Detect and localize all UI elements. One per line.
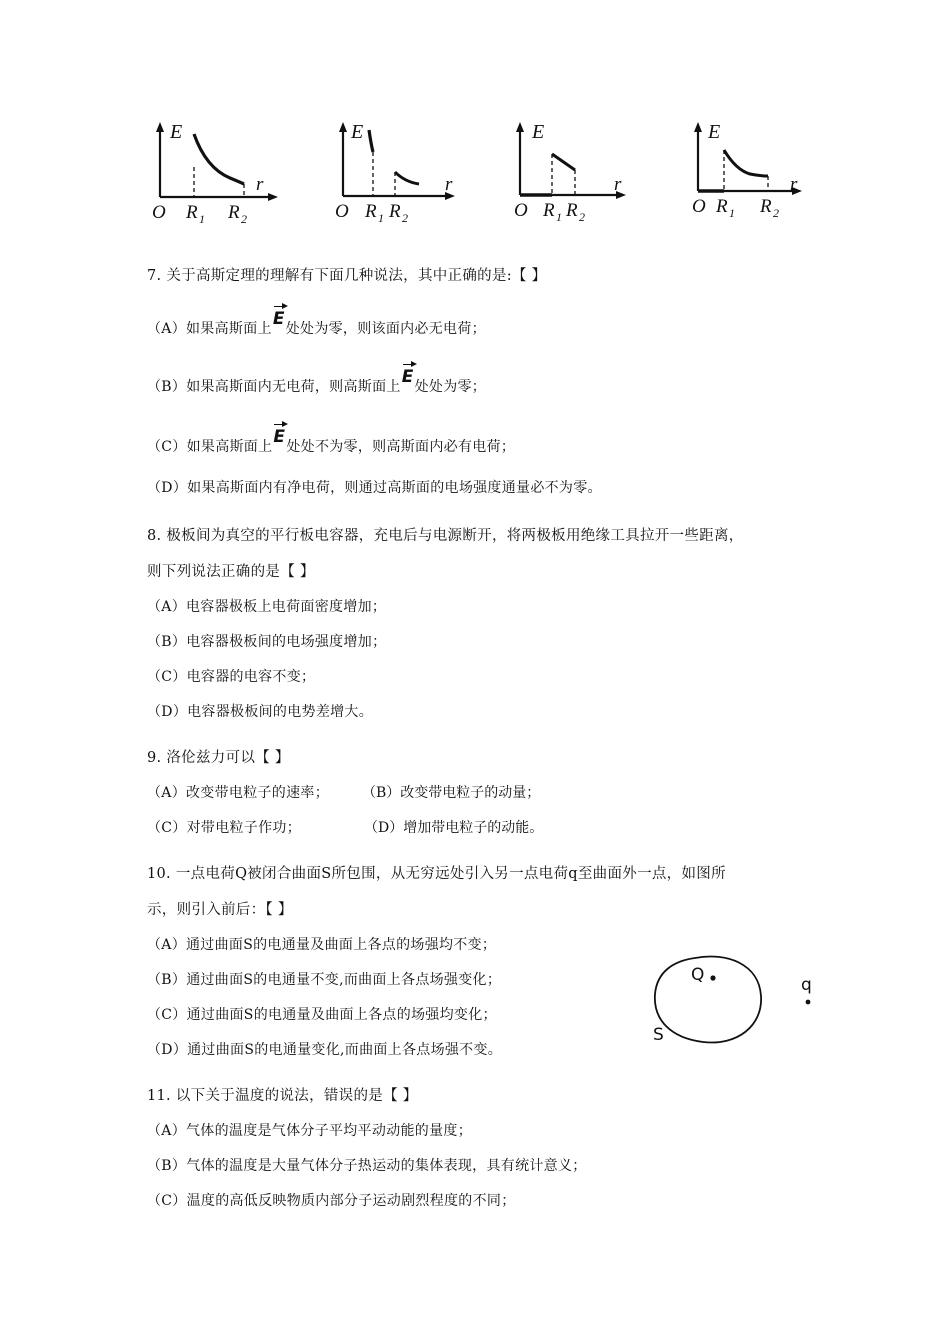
q7-option-c-post: 处处不为零，则高斯面内必有电荷； <box>286 439 516 455</box>
q7-option-d: （D）如果高斯面内有净电荷，则通过高斯面的电场强度通量必不为零。 <box>147 480 602 496</box>
axis-label-r: r <box>445 174 453 195</box>
r1-label: R <box>365 201 377 222</box>
closed-surface-s <box>655 957 761 1043</box>
q10-option-b: （B）通过曲面S的电通量不变,而曲面上各点场强变化； <box>147 972 502 988</box>
q11-stem: 11. 以下关于温度的说法，错误的是【 】 <box>147 1088 418 1104</box>
charge-q-inner-label: Q <box>691 965 705 985</box>
q9-stem: 9. 洛伦兹力可以【 】 <box>147 750 290 766</box>
q10-option-c: （C）通过曲面S的电通量及曲面上各点的场强均变化； <box>147 1007 497 1023</box>
axis-label-r: r <box>256 174 264 195</box>
graph-b <box>333 112 493 230</box>
r1-label: R <box>716 196 728 217</box>
q11-option-c: （C）温度的高低反映物质内部分子运动剧烈程度的不同； <box>147 1193 516 1209</box>
r2-subscript: 2 <box>402 211 408 225</box>
q8-option-b: （B）电容器极板间的电场强度增加； <box>147 634 387 650</box>
graph-c <box>510 112 670 230</box>
q10-stem-line1: 10. 一点电荷Q被闭合曲面S所包围，从无穷远处引入另一点电荷q至曲面外一点，如图所 <box>147 866 726 882</box>
q8-option-a: （A）电容器极板上电荷面密度增加； <box>147 599 387 615</box>
surface-s-label: S <box>653 1025 664 1045</box>
r2-subscript: 2 <box>241 212 247 226</box>
r1-subscript: 1 <box>378 211 384 225</box>
r1-label: R <box>543 200 555 221</box>
axis-label-e: E <box>351 121 364 143</box>
r1-subscript: 1 <box>199 212 205 226</box>
q7-option-a <box>147 309 486 339</box>
q7-option-a-post: 处处为零，则该面内必无电荷； <box>285 321 486 337</box>
axis-label-e: E <box>170 121 183 143</box>
q8-stem-line2: 则下列说法正确的是【 】 <box>147 564 315 580</box>
r2-label: R <box>760 196 772 217</box>
q7-option-b <box>147 367 487 397</box>
q7-option-a-pre: （A）如果高斯面上 <box>147 321 272 337</box>
origin-label: O <box>514 200 528 221</box>
origin-label: O <box>692 196 706 217</box>
vector-e-symbol: E <box>401 367 414 387</box>
axis-label-e: E <box>708 121 721 143</box>
q7-option-c-pre: （C）如果高斯面上 <box>147 439 273 455</box>
r2-label: R <box>228 202 240 223</box>
r2-subscript: 2 <box>579 210 585 224</box>
axis-label-r: r <box>614 174 622 195</box>
charge-q-inner-dot <box>710 975 715 980</box>
q8-option-c: （C）电容器的电容不变； <box>147 669 316 685</box>
r1-label: R <box>186 202 198 223</box>
vector-e-symbol: E <box>273 427 286 447</box>
q10-stem-line2: 示，则引入前后：【 】 <box>147 902 293 918</box>
q11-option-b: （B）气体的温度是大量气体分子热运动的集体表现，具有统计意义； <box>147 1158 587 1174</box>
r1-subscript: 1 <box>556 210 562 224</box>
axis-label-e: E <box>532 121 545 143</box>
graph-a <box>150 112 310 230</box>
q9-option-b: （B）改变带电粒子的动量； <box>362 785 541 801</box>
q9-option-a: （A）改变带电粒子的速率； <box>147 785 330 801</box>
r2-subscript: 2 <box>773 206 779 220</box>
r2-label: R <box>389 201 401 222</box>
vector-e-symbol: E <box>272 309 285 329</box>
origin-label: O <box>335 201 349 222</box>
charge-q-outer-dot <box>806 1000 811 1005</box>
q9-option-c: （C）对带电粒子作功； <box>147 820 302 836</box>
q10-figure <box>645 948 825 1048</box>
q7-option-b-pre: （B）如果高斯面内无电荷，则高斯面上 <box>147 379 401 395</box>
origin-label: O <box>152 202 166 223</box>
graph-d <box>688 112 848 230</box>
charge-q-outer-label: q <box>801 975 812 995</box>
r1-subscript: 1 <box>729 206 735 220</box>
q7-stem: 7. 关于高斯定理的理解有下面几种说法，其中正确的是:【 】 <box>147 268 547 284</box>
q8-stem-line1: 8. 极板间为真空的平行板电容器，充电后与电源断开，将两极板用绝缘工具拉开一些距离， <box>147 528 744 544</box>
q10-option-a: （A）通过曲面S的电通量及曲面上各点的场强均不变； <box>147 937 497 953</box>
q7-option-c <box>147 427 516 457</box>
q11-option-a: （A）气体的温度是气体分子平均平动动能的量度； <box>147 1123 473 1139</box>
r2-label: R <box>566 200 578 221</box>
q8-option-d: （D）电容器极板间的电势差增大。 <box>147 704 374 720</box>
q9-option-d: （D）增加带电粒子的动能。 <box>364 820 544 836</box>
axis-label-r: r <box>790 174 798 195</box>
q10-option-d: （D）通过曲面S的电通量变化,而曲面上各点场强不变。 <box>147 1042 503 1058</box>
q7-option-b-post: 处处为零； <box>414 379 487 395</box>
option-graphs <box>0 0 950 240</box>
